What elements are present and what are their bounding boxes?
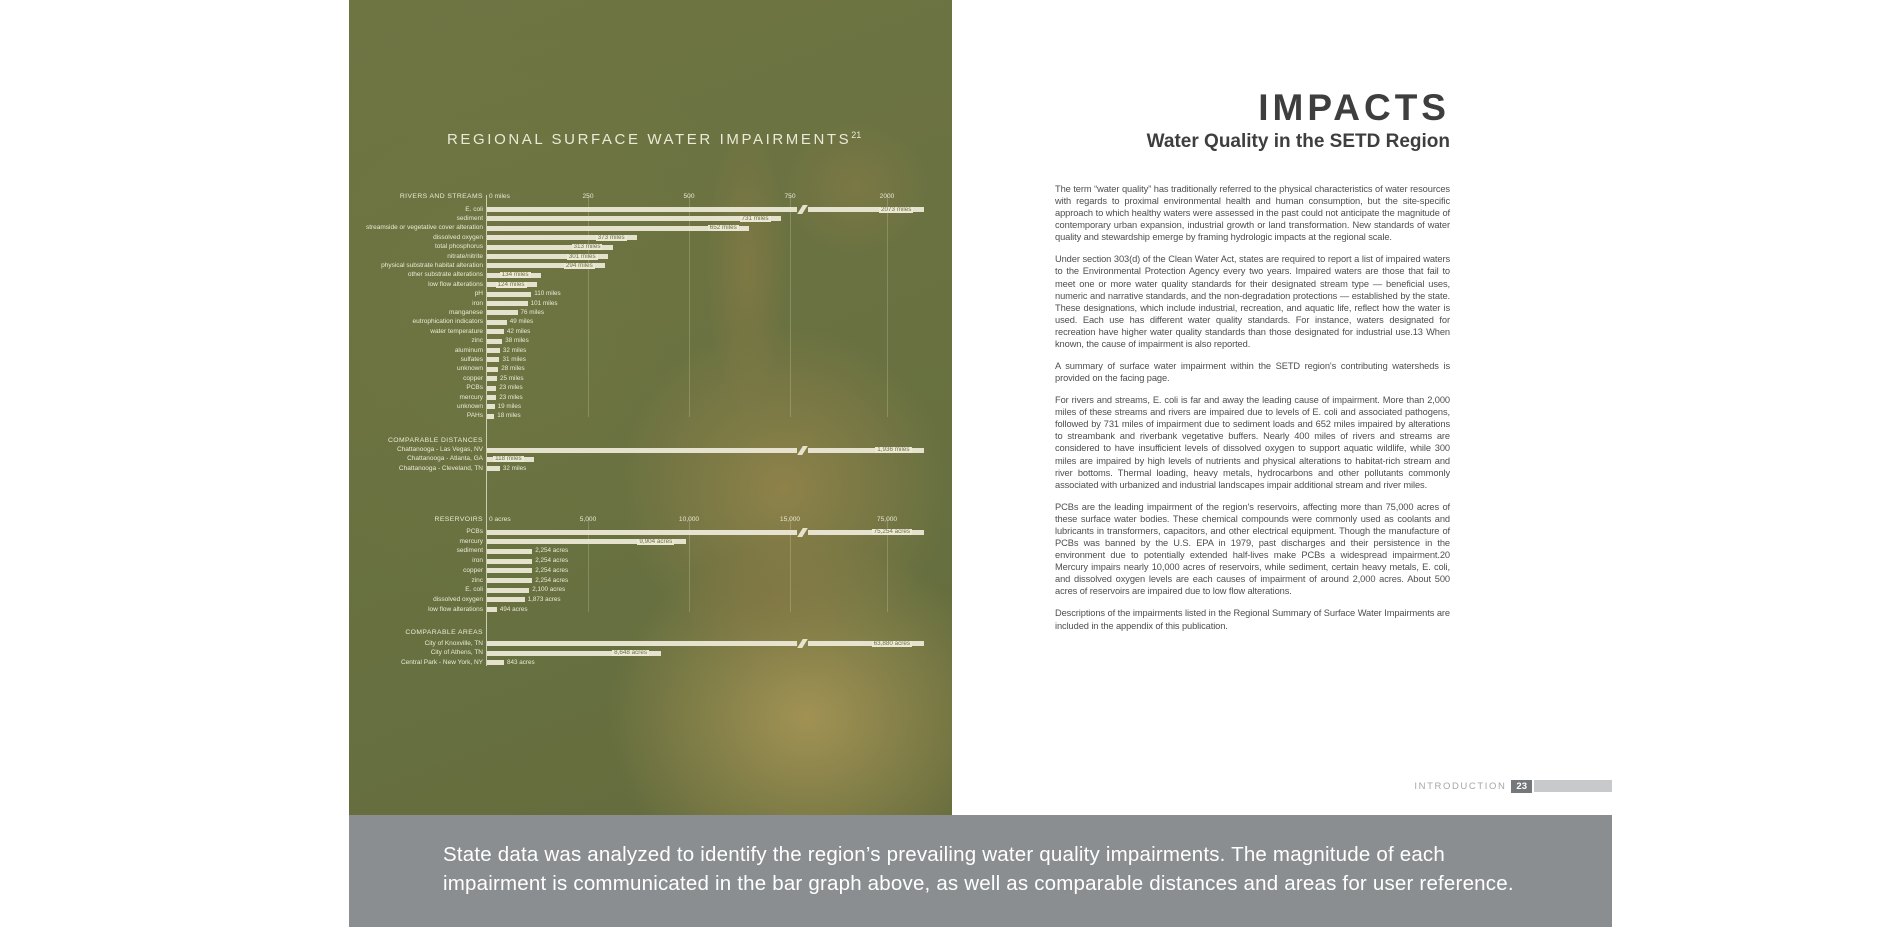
bar-value-label: 32 miles <box>502 464 527 472</box>
bar-label: physical substrate habitat alteration <box>381 261 483 269</box>
bar-segment <box>487 568 532 573</box>
bar-value-label: 23 miles <box>499 393 523 401</box>
bar-label: mercury <box>459 393 483 401</box>
chart-section-label: COMPARABLE AREAS <box>405 629 483 636</box>
bar-label: low flow alterations <box>428 605 483 613</box>
bar-label: dissolved oxygen <box>433 595 483 603</box>
bar-label: low flow alterations <box>428 280 483 288</box>
axis-tick-label: 500 <box>683 193 695 200</box>
bar-value-label: 18 miles <box>497 412 521 420</box>
paragraph: Under section 303(d) of the Clean Water Act, states are required to report a list of impaired waters to the Environmental Protection Agency every two years. Impaired waters are those that fail to meet one or more water quality standards for their designated stream type — beneficial uses, numeric and narrative standards, and the non-degradation protections — established by the state. These designations, which include industrial, recreation, and aquatic life, reflect how the water is used. Each use has different water quality standards. For instance, waters designated for recreation have higher water quality standards than those designated for industrial use.13 When known, the cause of impairment is also reported. <box>1055 254 1450 349</box>
bar-segment <box>487 530 797 535</box>
bar-label: total phosphorus <box>434 243 483 251</box>
article-page <box>1055 0 1450 815</box>
aerial-photo <box>349 0 952 815</box>
bar-label: E. coli <box>465 586 483 594</box>
bar-segment <box>487 578 532 583</box>
bar-value-label: 42 miles <box>506 327 531 335</box>
axis-break-icon <box>797 639 808 648</box>
axis-tick-label: 15,000 <box>779 516 801 523</box>
paragraph: Descriptions of the impairments listed in the Regional Summary of Surface Water Impairments are included in the appendix of this publication. <box>1055 608 1450 631</box>
bar-label: sulfates <box>460 355 483 363</box>
bar-segment <box>487 301 528 306</box>
page-footer <box>1390 779 1612 793</box>
bar-label: streamside or vegetative cover alteration <box>365 224 483 232</box>
bar-label: eutrophication indicators <box>412 318 483 326</box>
bar-label: City of Knoxville, TN <box>424 639 483 647</box>
paragraph: PCBs are the leading impairment of the region's reservoirs, affecting more than 75,000 acres of these surface water bodies. These chemical compounds were commonly used as coolants and lubricants in transformers, capacitors, and other electrical equipment. Though the manufacture of PCBs was banned by the U.S. EPA in 1979, past discharges and their persistence in the environment due to potentially extended half-lives make PCBs a widespread impairment.20 Mercury impairs nearly 10,000 acres of reservoirs, while sediment, certain heavy metals, E. coli, and dissolved oxygen levels are each causes of impairment of around 2,000 acres. About 500 acres of reservoirs are impaired due to low flow alterations. <box>1055 501 1450 597</box>
bar-label: dissolved oxygen <box>433 233 483 241</box>
paragraph: The term “water quality” has traditionally referred to the physical characteristics of water resources with regards to proximal environmental health and human consumption, but the site-specific approach to which healthy waters were assessed in the past could not anticipate the magnitude of contemporary urban expansion, industrial growth or land transformation. New standards of water quality and stewardship emerge by framing hydrologic impacts at the regional scale. <box>1055 184 1450 243</box>
article-body <box>1055 183 1450 632</box>
bar-value-label: 19 miles <box>497 402 522 410</box>
bar-label: copper <box>463 374 483 382</box>
bar-value-label: 494 acres <box>499 605 528 613</box>
bar-label: sediment <box>456 547 483 555</box>
bar-segment <box>487 386 496 391</box>
bar-value-label: 373 miles <box>597 233 625 241</box>
bar-label: PAHs <box>466 412 483 420</box>
bar-segment <box>487 588 529 593</box>
axis-tick-label: 2000 <box>879 193 895 200</box>
bar-segment <box>487 466 500 471</box>
bar-label: copper <box>463 566 483 574</box>
bar-label: other substrate alterations <box>407 271 483 279</box>
bar-value-label: 2,100 acres <box>532 586 566 594</box>
chart-title <box>447 130 862 148</box>
chart-title-text: REGIONAL SURFACE WATER IMPAIRMENTS <box>447 131 852 148</box>
caption-bar <box>349 815 1612 927</box>
axis-tick-label: 5,000 <box>579 516 597 523</box>
bar-label: Chattanooga - Cleveland, TN <box>398 464 483 472</box>
axis-tick-label: 0 miles <box>489 193 510 200</box>
impairments-chart <box>349 0 952 815</box>
bar-segment <box>487 207 797 212</box>
bar-label: water temperature <box>430 327 483 335</box>
bar-label: manganese <box>449 308 483 316</box>
bar-value-label: 63,880 acres <box>873 639 911 647</box>
bar-segment <box>487 348 500 353</box>
bar-label: iron <box>472 557 483 565</box>
bar-label: Chattanooga - Atlanta, GA <box>407 455 483 463</box>
bar-value-label: 28 miles <box>501 365 525 373</box>
bar-value-label: 843 acres <box>506 658 535 666</box>
bar-value-label: 2,254 acres <box>535 576 569 584</box>
bar-value-label: 8,648 acres <box>614 649 648 657</box>
bar-segment <box>487 597 525 602</box>
bar-value-label: 313 miles <box>573 243 601 251</box>
bar-label: PCBs <box>466 384 483 392</box>
bar-segment <box>487 607 497 612</box>
bar-value-label: 75,254 acres <box>873 528 911 535</box>
chart-section-label: COMPARABLE DISTANCES <box>388 437 483 444</box>
bar-segment <box>487 549 532 554</box>
bar-value-label: 101 miles <box>530 299 558 307</box>
axis-break-icon <box>797 205 808 214</box>
axis-tick-label: 10,000 <box>678 516 700 523</box>
bar-label: nitrate/nitrite <box>447 252 483 260</box>
page-number-badge: 23 <box>1511 780 1532 793</box>
bar-label: pH <box>474 290 483 298</box>
bar-segment <box>487 310 518 315</box>
page-subtitle: Water Quality in the SETD Region <box>1146 131 1450 152</box>
bar-value-label: 118 miles <box>495 455 522 463</box>
bar-value-label: 110 miles <box>534 290 561 298</box>
bar-label: iron <box>472 299 483 307</box>
bar-value-label: 31 miles <box>502 355 526 363</box>
chart-section-label: RESERVOIRS <box>434 516 483 523</box>
bar-segment <box>487 404 495 409</box>
bar-label: unknown <box>456 365 483 373</box>
bar-segment <box>487 367 498 372</box>
axis-break-icon <box>797 528 808 537</box>
footer-section-label: INTRODUCTION <box>1414 780 1507 792</box>
axis-tick-label: 750 <box>784 193 796 200</box>
caption-text: State data was analyzed to identify the region’s prevailing water quality impairments. The magnitude of each impairment is communicated in the bar graph above, as well as comparable distances and areas for user reference. <box>443 843 1514 896</box>
bar-value-label: 652 miles <box>709 224 737 232</box>
bar-label: Central Park - New York, NY <box>400 658 483 666</box>
chart-grid-line <box>887 195 888 417</box>
bar-segment <box>487 320 507 325</box>
bar-segment <box>487 414 494 419</box>
bar-segment <box>487 448 797 453</box>
page-title: IMPACTS <box>1258 87 1450 128</box>
bar-label: E. coli <box>465 205 483 213</box>
bar-label: zinc <box>471 337 483 345</box>
bar-value-label: 2,254 acres <box>535 557 569 565</box>
bar-value-label: 23 miles <box>499 384 523 392</box>
bar-segment <box>487 339 502 344</box>
bar-value-label: 124 miles <box>497 280 525 288</box>
bar-segment <box>487 376 497 381</box>
bar-segment <box>487 329 504 334</box>
bar-value-label: 2,254 acres <box>535 566 569 574</box>
bar-segment <box>487 357 499 362</box>
bar-label: unknown <box>456 402 483 410</box>
chart-grid-line <box>790 195 791 417</box>
bar-label: mercury <box>459 537 483 545</box>
paragraph: For rivers and streams, E. coli is far and away the leading cause of impairment. More than 2,000 miles of these streams and rivers are impaired due to levels of E. coli and associated pathogens, followed by 731 miles of impairment due to sediment loads and 652 miles impaired by alterations to streambank and riverbank vegetative buffers. Nearly 400 miles of rivers and streams are considered to have insufficient levels of dissolved oxygen to support aquatic wildlife, while 300 miles are impaired by high levels of nutrients and physical alterations to habitat-rich stream and river bottoms. Thermal loading, heavy metals, hydrocarbons and other pollutants commonly associated with urbanized and industrial landscapes impair additional stream and river miles. <box>1055 395 1450 490</box>
bar-label: zinc <box>471 576 483 584</box>
bar-label: City of Athens, TN <box>430 649 483 657</box>
bar-value-label: 9,904 acres <box>639 537 673 545</box>
bar-label: aluminum <box>454 346 483 354</box>
bar-segment <box>487 216 781 221</box>
bar-value-label: 2073 miles <box>881 205 912 213</box>
bar-value-label: 38 miles <box>505 337 529 345</box>
footer-rule <box>1534 780 1612 792</box>
bar-value-label: 25 miles <box>500 374 524 382</box>
axis-tick-label: 250 <box>582 193 594 200</box>
bar-value-label: 49 miles <box>509 318 534 326</box>
bar-segment <box>487 292 531 297</box>
bar-segment <box>487 559 532 564</box>
bar-value-label: 32 miles <box>502 346 527 354</box>
paragraph: A summary of surface water impairment within the SETD region's contributing watersheds is provided on the facing page. <box>1055 361 1450 384</box>
bar-segment <box>487 395 496 400</box>
bar-value-label: 76 miles <box>520 308 544 316</box>
bar-value-label: 1,936 miles <box>877 446 910 453</box>
bar-value-label: 1,873 acres <box>527 595 561 603</box>
bar-label: Chattanooga - Las Vegas, NV <box>396 446 483 453</box>
bar-label: sediment <box>456 214 483 222</box>
bar-segment <box>487 641 797 646</box>
bar-value-label: 731 miles <box>741 214 769 222</box>
chart-title-note: 21 <box>851 130 862 140</box>
bar-value-label: 301 miles <box>568 252 596 260</box>
bar-value-label: 2,254 acres <box>535 547 569 555</box>
bar-label: PCBs <box>466 528 483 535</box>
axis-tick-label: 0 acres <box>489 516 511 523</box>
chart-section-label: RIVERS AND STREAMS <box>399 193 483 200</box>
axis-break-icon <box>797 446 808 455</box>
bar-value-label: 134 miles <box>501 271 529 279</box>
bar-segment <box>487 660 504 665</box>
axis-tick-label: 75,000 <box>876 516 898 523</box>
bar-value-label: 294 miles <box>565 261 593 269</box>
